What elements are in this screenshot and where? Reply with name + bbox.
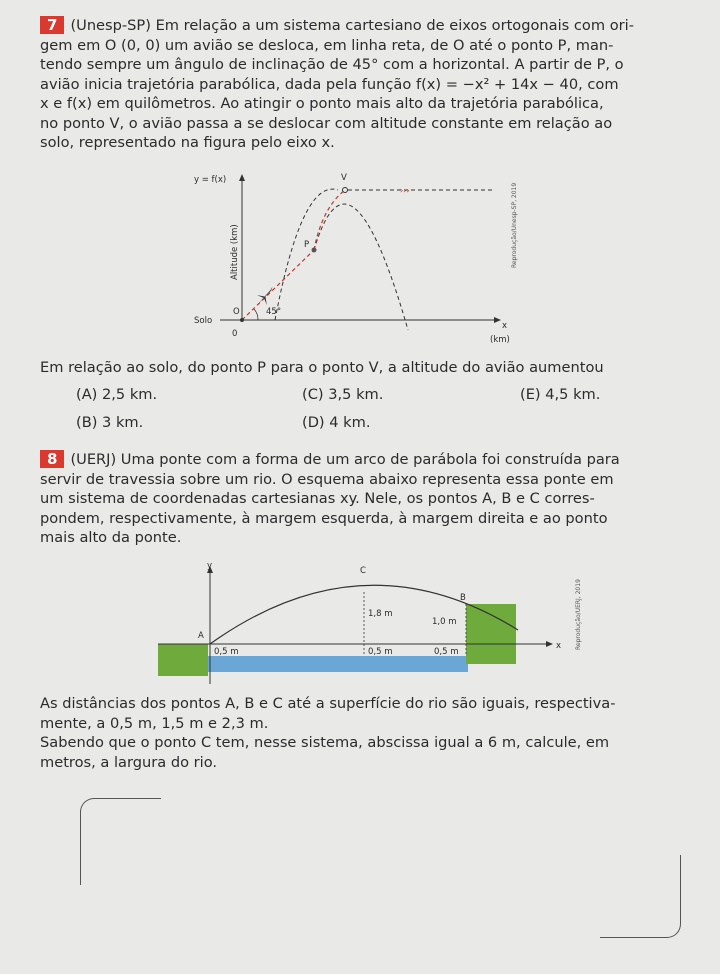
statement-line: gem em O (0, 0) um avião se desloca, em linha reta, de O até o ponto P, man-: [40, 36, 614, 54]
option-d[interactable]: (D) 4 km.: [302, 414, 371, 431]
statement-line: servir de travessia sobre um rio. O esquema abaixo representa essa ponte em: [40, 470, 614, 488]
p-label: P: [304, 240, 310, 250]
zero-label: 0: [232, 329, 238, 339]
continuation-line: metros, a largura do rio.: [40, 753, 218, 771]
answer-options: [76, 386, 676, 432]
statement-line: no ponto V, o avião passa a se deslocar com altitude constante em relação ao: [40, 114, 613, 132]
statement-line: um sistema de coordenadas cartesianas xy. Nele, os pontos A, B e C corres-: [40, 490, 595, 507]
question-8-number: 8: [40, 450, 64, 468]
x-axis-arrow: [494, 317, 501, 323]
continuation-line: Sabendo que o ponto C tem, nesse sistema, abscissa igual a 6 m, calcule, em: [40, 734, 610, 751]
height-18-label: 1,8 m: [368, 609, 393, 619]
answer-box-bottom-right-corner: [600, 855, 681, 938]
question-8-continuation: [40, 694, 680, 772]
figure-credit: Reprodução/UERJ, 2019: [575, 579, 582, 650]
question-7-statement: [40, 16, 680, 153]
question-7: [40, 16, 680, 153]
continuation-line: mente, a 0,5 m, 1,5 m e 2,3 m.: [40, 714, 269, 732]
a-label: A: [198, 631, 204, 641]
point-o: [240, 318, 244, 322]
river: [198, 656, 468, 672]
c-label: C: [360, 566, 366, 576]
option-e[interactable]: (E) 4,5 km.: [520, 386, 601, 403]
option-a[interactable]: (A) 2,5 km.: [76, 386, 158, 403]
km-label: (km): [490, 335, 510, 345]
y-axis-label: y: [207, 561, 213, 571]
question-8-statement: [40, 450, 680, 548]
origin-label: O: [233, 307, 240, 317]
right-bank: [466, 604, 516, 664]
question-7-prompt: [40, 358, 680, 378]
point-v: [343, 188, 348, 193]
statement-line: solo, representado na figura pelo eixo x.: [40, 134, 335, 151]
v-label: V: [341, 173, 347, 183]
continuation-line: As distâncias dos pontos A, B e C até a superfície do rio são iguais, respectiva-: [40, 695, 616, 712]
height-10-label: 1,0 m: [432, 617, 457, 627]
angle-arc: [254, 309, 258, 320]
statement-line: (UERJ) Uma ponte com a forma de um arco de parábola foi construída para: [70, 451, 620, 468]
statement-line: (Unesp-SP) Em relação a um sistema cartesiano de eixos ortogonais com ori-: [70, 17, 634, 34]
bridge-figure: [150, 560, 590, 690]
left-bank: [158, 644, 208, 676]
height-05-right-label: 0,5 m: [434, 647, 459, 657]
question-7-number: 7: [40, 16, 64, 34]
y-axis-arrow: [239, 174, 245, 181]
statement-line: tendo sempre um ângulo de inclinação de 45° com a horizontal. A partir de P, o: [40, 56, 624, 73]
airplane-trajectory-figure: [190, 168, 530, 348]
x-axis-label: x: [502, 321, 508, 331]
question-8-data: [40, 694, 680, 772]
option-b[interactable]: (B) 3 km.: [76, 414, 144, 431]
statement-line: pondem, respectivamente, à margem esquerda, à margem direita e ao ponto: [40, 509, 608, 527]
x-axis-arrow: [546, 641, 553, 647]
x-axis-label: x: [556, 641, 562, 651]
ground-label: Solo: [194, 316, 213, 326]
flight-path-arc: [314, 190, 345, 250]
height-05-left-label: 0,5 m: [214, 647, 239, 657]
b-label: B: [460, 593, 466, 603]
altitude-label: Altitude (km): [230, 224, 240, 280]
answer-box-top-left-corner: [80, 798, 161, 885]
statement-line: x e f(x) em quilômetros. Ao atingir o ponto mais alto da trajetória parabólica,: [40, 95, 604, 112]
statement-line: mais alto da ponte.: [40, 529, 182, 546]
statement-line: avião inicia trajetória parabólica, dada pela função f(x) = −x² + 14x − 40, com: [40, 75, 619, 93]
airplane-icon: [252, 283, 279, 310]
question-7-question: Em relação ao solo, do ponto P para o ponto V, a altitude do avião aumentou: [40, 359, 604, 376]
angle-label: 45°: [266, 307, 282, 317]
flight-arrows: ›››: [400, 186, 410, 195]
parabola-curve: [314, 204, 408, 330]
point-p: [312, 248, 317, 253]
question-8: [40, 450, 680, 548]
height-05-mid-label: 0,5 m: [368, 647, 393, 657]
y-axis-label: y = f(x): [194, 175, 227, 185]
option-c[interactable]: (C) 3,5 km.: [302, 386, 384, 403]
figure-credit: Reprodução/Unesp-SP, 2019: [511, 182, 518, 268]
